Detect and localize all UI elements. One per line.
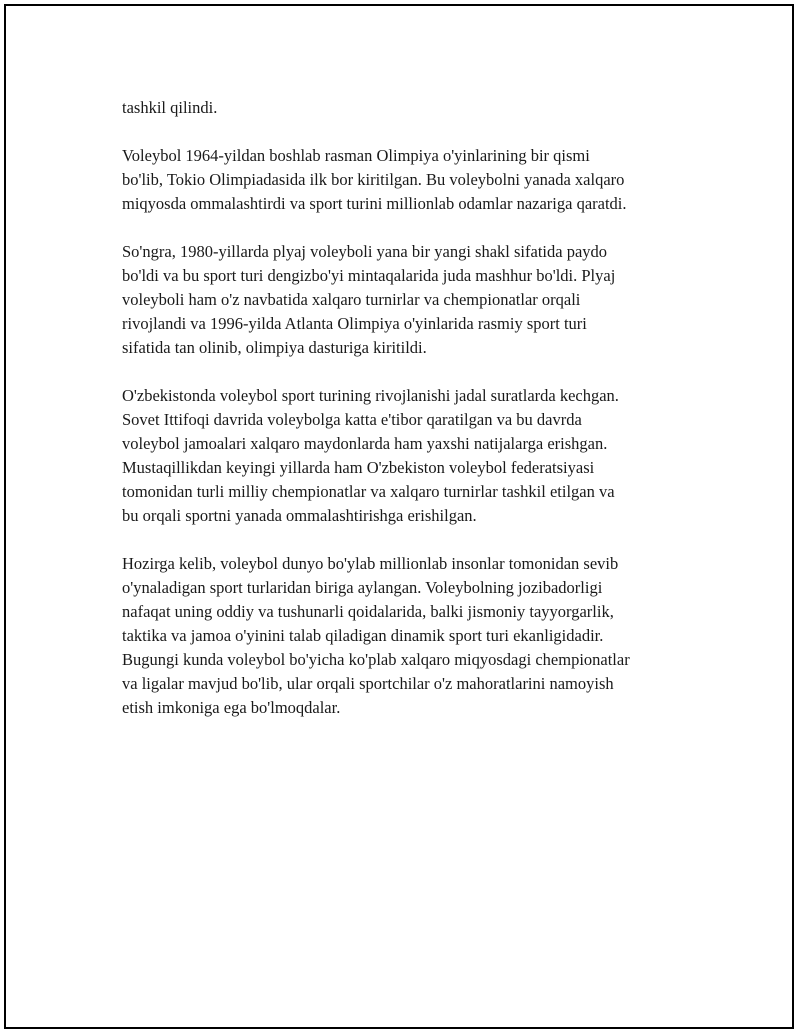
document-body xyxy=(122,96,712,744)
text-line: tomonidan turli milliy chempionatlar va xalqaro turnirlar tashkil etilgan va xyxy=(122,482,615,501)
text-line: So'ngra, 1980-yillarda plyaj voleyboli yana bir yangi shakl sifatida paydo xyxy=(122,242,608,261)
paragraph-1 xyxy=(122,96,712,120)
text-line: o'ynaladigan sport turlaridan biriga aylangan. Voleybolning jozibadorligi xyxy=(122,578,603,597)
text-line: taktika va jamoa o'yinini talab qiladigan dinamik sport turi ekanligidadir. xyxy=(122,626,604,645)
text-line: rivojlandi va 1996-yilda Atlanta Olimpiya o'yinlarida rasmiy sport turi xyxy=(122,314,587,333)
paragraph-3 xyxy=(122,240,712,360)
text-line: bu orqali sportni yanada ommalashtirishga erishilgan. xyxy=(122,506,477,525)
text-line: miqyosda ommalashtirdi va sport turini millionlab odamlar nazariga qaratdi. xyxy=(122,194,627,213)
text-line: sifatida tan olinib, olimpiya dasturiga kiritildi. xyxy=(122,338,427,357)
text-line: Sovet Ittifoqi davrida voleybolga katta e'tibor qaratilgan va bu davrda xyxy=(122,410,582,429)
text-line: etish imkoniga ega bo'lmoqdalar. xyxy=(122,698,341,717)
text-line: va ligalar mavjud bo'lib, ular orqali sportchilar o'z mahoratlarini namoyish xyxy=(122,674,614,693)
text-line: nafaqat uning oddiy va tushunarli qoidalarida, balki jismoniy tayyorgarlik, xyxy=(122,602,614,621)
paragraph-4 xyxy=(122,384,712,528)
text-line: voleyboli ham o'z navbatida xalqaro turnirlar va chempionatlar orqali xyxy=(122,290,581,309)
text-line: Bugungi kunda voleybol bo'yicha ko'plab xalqaro miqyosdagi chempionatlar xyxy=(122,650,630,669)
paragraph-2 xyxy=(122,144,712,216)
text-line: voleybol jamoalari xalqaro maydonlarda ham yaxshi natijalarga erishgan. xyxy=(122,434,608,453)
text-line: O'zbekistonda voleybol sport turining rivojlanishi jadal suratlarda kechgan. xyxy=(122,386,619,405)
text-line: Voleybol 1964-yildan boshlab rasman Olimpiya o'yinlarining bir qismi xyxy=(122,146,590,165)
text-line: bo'ldi va bu sport turi dengizbo'yi mintaqalarida juda mashhur bo'ldi. Plyaj xyxy=(122,266,616,285)
text-line: Mustaqillikdan keyingi yillarda ham O'zbekiston voleybol federatsiyasi xyxy=(122,458,595,477)
page-frame xyxy=(4,4,794,1029)
text-line: bo'lib, Tokio Olimpiadasida ilk bor kiritilgan. Bu voleybolni yanada xalqaro xyxy=(122,170,625,189)
paragraph-5 xyxy=(122,552,712,720)
text-line: Hozirga kelib, voleybol dunyo bo'ylab millionlab insonlar tomonidan sevib xyxy=(122,554,619,573)
text-line: tashkil qilindi. xyxy=(122,98,218,117)
